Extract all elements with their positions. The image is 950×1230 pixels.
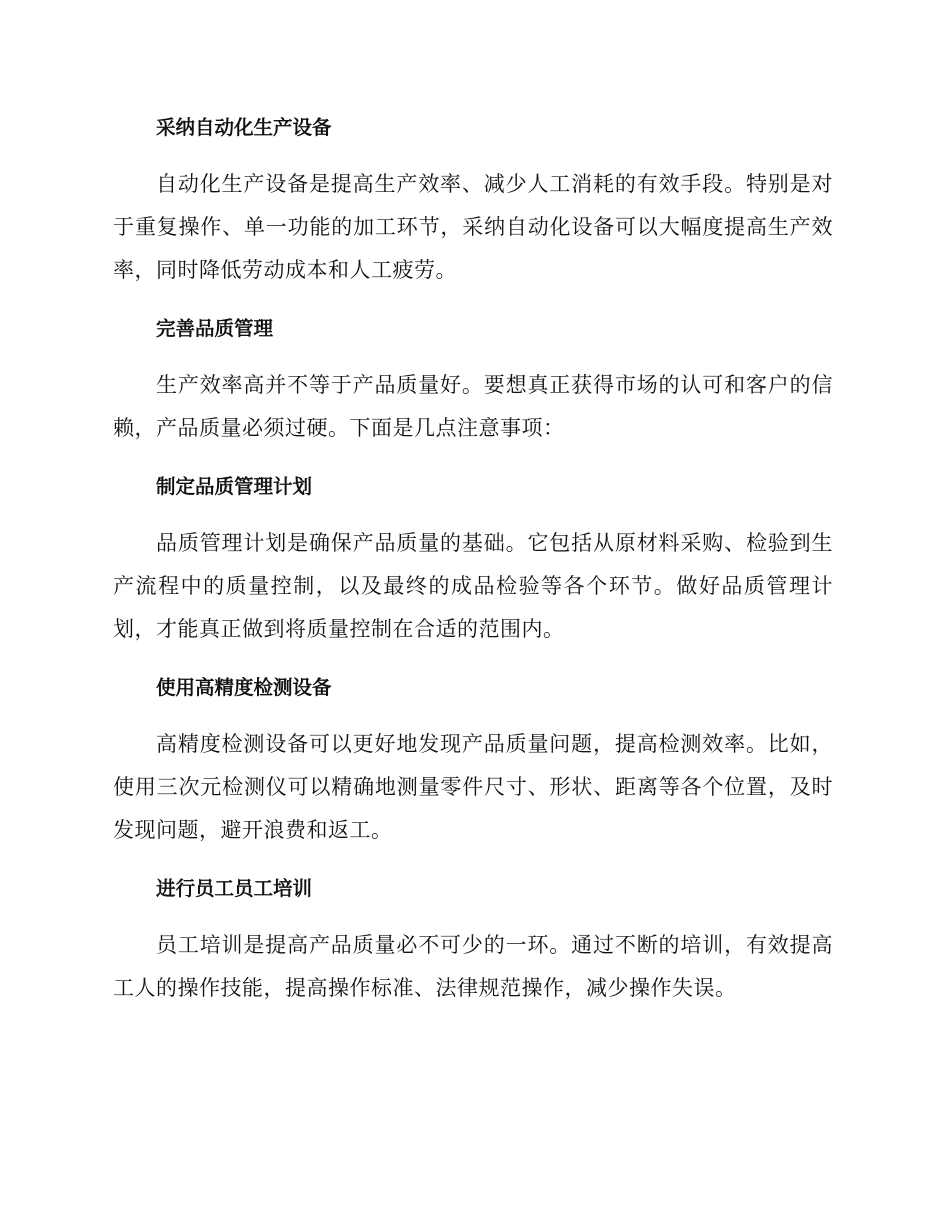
section-heading: 制定品质管理计划 xyxy=(156,475,313,498)
section-automation xyxy=(113,108,833,292)
document-body xyxy=(113,108,833,1027)
section-heading: 进行员工员工培训 xyxy=(156,877,313,900)
section-staff-training xyxy=(113,869,833,1010)
section-heading: 采纳自动化生产设备 xyxy=(156,116,332,139)
section-paragraph: 员工培训是提高产品质量必不可少的一环。通过不断的培训，有效提高工人的操作技能，提高操作标准、法律规范操作，减少操作失误。 xyxy=(113,933,833,1000)
section-quality-plan xyxy=(113,467,833,651)
section-paragraph: 生产效率高并不等于产品质量好。要想真正获得市场的认可和客户的信赖，产品质量必须过硬。下面是几点注意事项： xyxy=(113,373,833,440)
section-quality-management xyxy=(113,309,833,450)
section-heading: 使用高精度检测设备 xyxy=(156,676,332,699)
section-paragraph: 品质管理计划是确保产品质量的基础。它包括从原材料采购、检验到生产流程中的质量控制，以及最终的成品检验等各个环节。做好品质管理计划，才能真正做到将质量控制在合适的范围内。 xyxy=(113,531,833,641)
section-paragraph: 高精度检测设备可以更好地发现产品质量问题，提高检测效率。比如，使用三次元检测仪可以精确地测量零件尺寸、形状、距离等各个位置，及时发现问题，避开浪费和返工。 xyxy=(113,732,833,842)
section-inspection-equipment xyxy=(113,668,833,852)
section-heading: 完善品质管理 xyxy=(156,317,274,340)
section-paragraph: 自动化生产设备是提高生产效率、减少人工消耗的有效手段。特别是对于重复操作、单一功能的加工环节，采纳自动化设备可以大幅度提高生产效率，同时降低劳动成本和人工疲劳。 xyxy=(113,172,833,282)
